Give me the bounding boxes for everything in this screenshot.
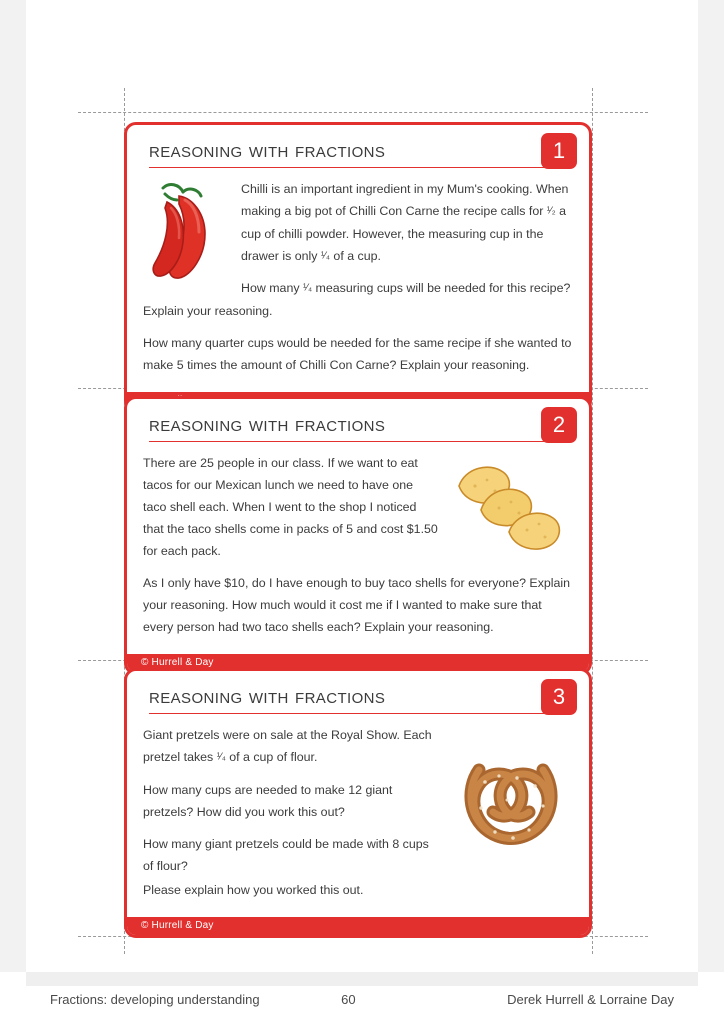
card-3-paragraph-1: Giant pretzels were on sale at the Royal Show. Each pretzel takes ¹⁄₄ of a cup of flour. <box>143 728 432 764</box>
chilli-peppers-icon <box>149 180 229 288</box>
card-3-credit: © Hurrell & Day <box>127 917 589 935</box>
card-1-body <box>127 125 589 392</box>
page-margin-band-right <box>698 0 724 1024</box>
footer-page-number: 60 <box>341 992 356 1007</box>
card-1-paragraph-2: How many ¹⁄₄ measuring cups will be needed for this recipe? Explain your reasoning. <box>143 281 571 318</box>
footer-book-title: Fractions: developing understanding <box>50 992 260 1007</box>
card-3-title: reasoning with fractions <box>149 685 386 708</box>
card-2-paragraph-1: There are 25 people in our class. If we want to eat tacos for our Mexican lunch we need to have one taco shell each. When I went to the shop I noticed that the taco shells come in packs of 5 and cost $1.50 for each pack. <box>143 456 438 558</box>
crop-guide-horizontal-1 <box>78 112 648 113</box>
footer-authors: Derek Hurrell & Lorraine Day <box>507 992 674 1007</box>
card-3-body <box>127 671 589 917</box>
card-2-title-rule <box>149 441 567 442</box>
card-2-title: reasoning with fractions <box>149 413 386 436</box>
card-3-number-badge: 3 <box>541 679 577 715</box>
card-3-paragraph-2: How many cups are needed to make 12 giant pretzels? How did you work this out? <box>143 782 393 819</box>
card-2-credit: © Hurrell & Day <box>127 654 589 672</box>
pretzel-icon <box>455 736 567 860</box>
taco-shells-icon <box>451 458 569 550</box>
page-margin-band-left <box>0 0 26 1024</box>
card-1-title: reasoning with fractions <box>149 139 386 162</box>
worksheet-card-3 <box>124 668 592 938</box>
card-2-number-badge: 2 <box>541 407 577 443</box>
card-1-number-badge: 1 <box>541 133 577 169</box>
card-3-paragraph-4: Please explain how you worked this out. <box>143 882 364 897</box>
footer-divider <box>26 972 698 986</box>
page-footer <box>0 972 724 1024</box>
card-2-body <box>127 399 589 654</box>
card-3-title-rule <box>149 713 567 714</box>
card-1-paragraph-3: How many quarter cups would be needed for the same recipe if she wanted to make 5 times the amount of Chilli Con Carne? Explain your reasoning. <box>143 335 572 372</box>
crop-guide-vertical-right <box>592 88 593 954</box>
card-3-paragraph-3: How many giant pretzels could be made with 8 cups of flour? <box>143 836 429 873</box>
worksheet-card-2 <box>124 396 592 675</box>
card-1-paragraph-1: Chilli is an important ingredient in my Mum's cooking. When making a big pot of Chilli Con Carne the recipe calls for ¹⁄₂ a cup of chilli powder. However, the measuring cup in the drawer is only ¹⁄₄ of a cup. <box>241 182 569 263</box>
card-2-paragraph-2: As I only have $10, do I have enough to buy taco shells for everyone? Explain your reasoning. How much would it cost me if I wanted to make sure that every person had two taco shells each? Explain your reasoning. <box>143 576 571 634</box>
worksheet-card-1 <box>124 122 592 413</box>
card-1-title-rule <box>149 167 567 168</box>
